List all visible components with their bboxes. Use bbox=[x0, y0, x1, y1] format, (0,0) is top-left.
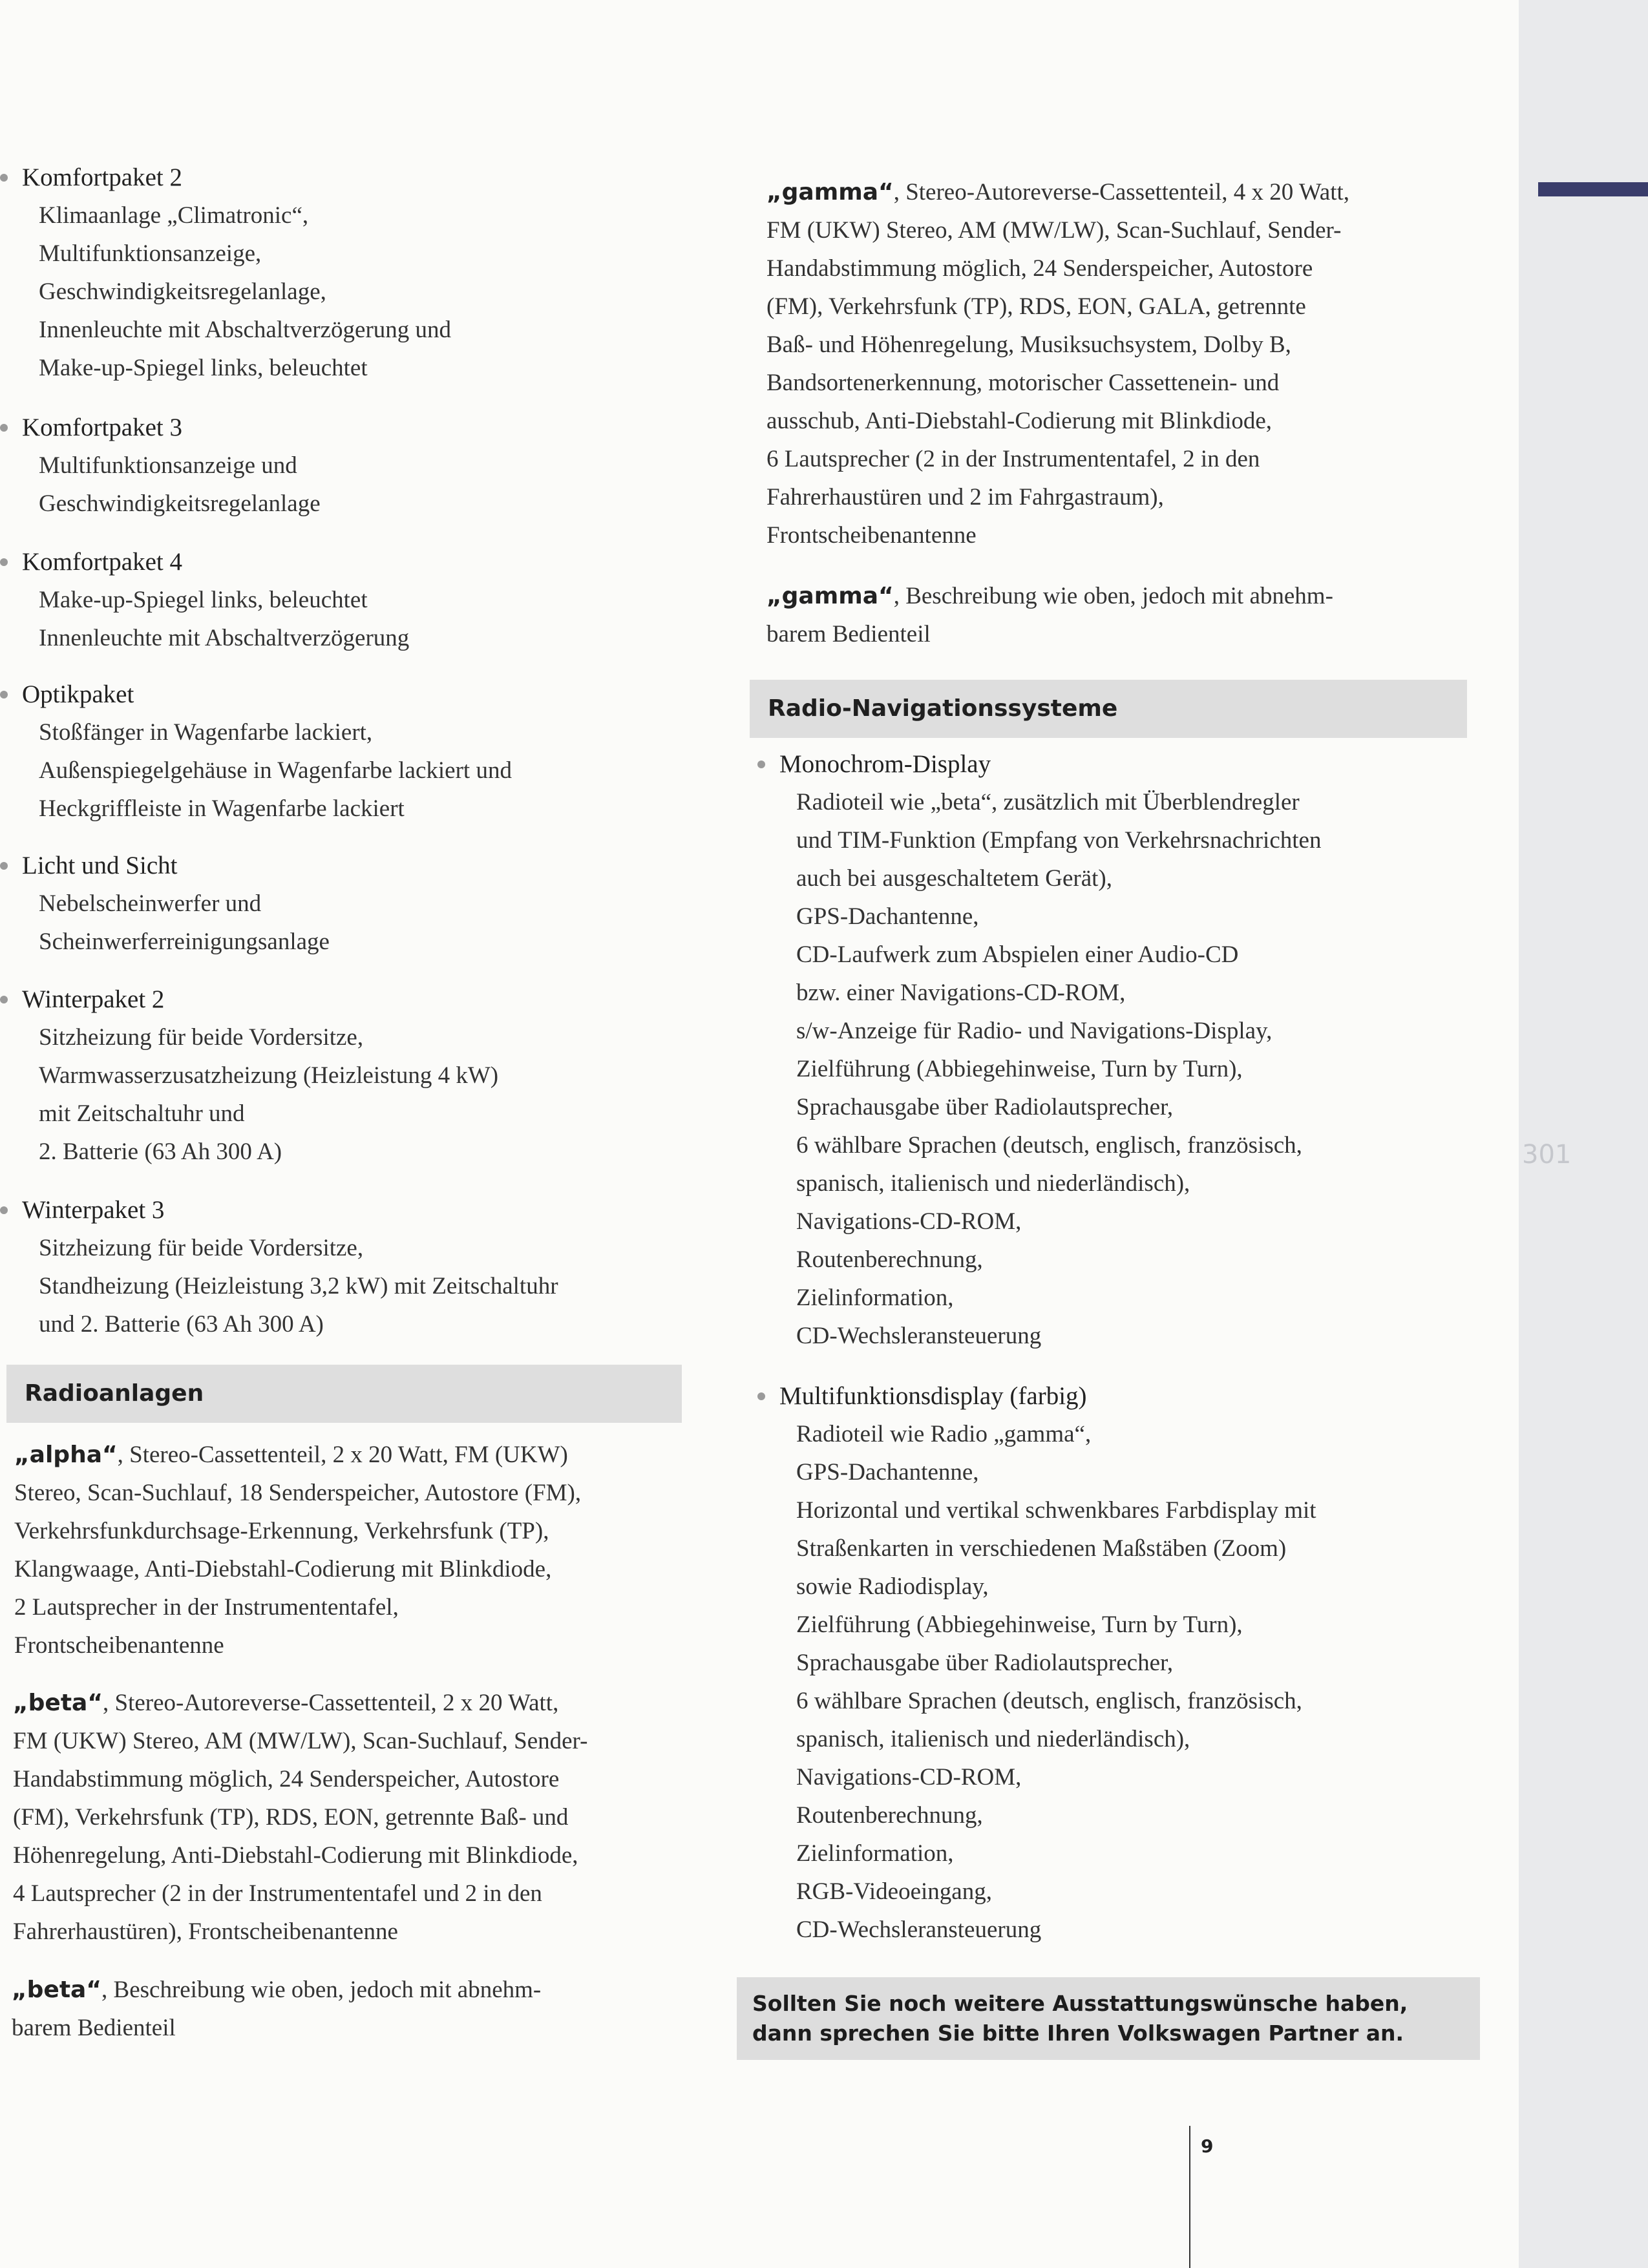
item-line: spanisch, italienisch und niederländisch), bbox=[796, 1726, 1190, 1752]
para-line: FM (UKW) Stereo, AM (MW/LW), Scan-Suchlauf, Sender- bbox=[766, 217, 1342, 244]
note-line: Sollten Sie noch weitere Ausstattungswünsche haben, bbox=[752, 1991, 1408, 2016]
bullet-icon bbox=[0, 558, 8, 566]
item-line: und TIM-Funktion (Empfang von Verkehrsnachrichten bbox=[796, 827, 1322, 854]
item-title: Winterpaket 2 bbox=[22, 985, 165, 1013]
equipment-item bbox=[0, 408, 698, 523]
item-line: Zielführung (Abbiegehinweise, Turn by Turn), bbox=[796, 1056, 1243, 1082]
model-name: „gamma“ bbox=[766, 179, 894, 205]
bullet-icon bbox=[0, 862, 8, 870]
item-line: Geschwindigkeitsregelanlage bbox=[39, 490, 321, 517]
item-line: CD-Wechsleransteuerung bbox=[796, 1323, 1042, 1349]
item-title: Licht und Sicht bbox=[22, 852, 178, 879]
para-line: Fahrerhaustüren), Frontscheibenantenne bbox=[13, 1918, 398, 1945]
item-line: Nebelscheinwerfer und bbox=[39, 890, 262, 917]
item-line: 6 wählbare Sprachen (deutsch, englisch, französisch, bbox=[796, 1132, 1302, 1159]
model-name: „gamma“ bbox=[766, 583, 894, 609]
para-line: Handabstimmung möglich, 24 Senderspeicher, Autostore bbox=[766, 255, 1313, 282]
para-line: Verkehrsfunkdurchsage-Erkennung, Verkehrsfunk (TP), bbox=[14, 1518, 549, 1544]
bullet-icon bbox=[0, 691, 8, 698]
item-line: Scheinwerferreinigungsanlage bbox=[39, 929, 330, 955]
para-line: Bandsortenerkennung, motorischer Cassettenein- und bbox=[766, 370, 1280, 396]
item-line: Warmwasserzusatzheizung (Heizleistung 4 kW) bbox=[39, 1062, 499, 1089]
bullet-icon bbox=[0, 996, 8, 1003]
radio-paragraph bbox=[766, 173, 1435, 554]
model-name: „beta“ bbox=[12, 1977, 102, 2003]
bullet-icon bbox=[757, 761, 765, 768]
radio-paragraph bbox=[13, 1684, 698, 1951]
closing-note bbox=[737, 1977, 1480, 2060]
section-header-navigation: Radio-Navigationssysteme bbox=[750, 680, 1467, 738]
page-number-rule bbox=[1189, 2126, 1190, 2268]
equipment-item bbox=[0, 158, 698, 387]
item-line: Routenberechnung, bbox=[796, 1246, 983, 1273]
radio-paragraph bbox=[12, 1971, 698, 2047]
item-line: RGB-Videoeingang, bbox=[796, 1878, 992, 1905]
item-line: Klimaanlage „Climatronic“, bbox=[39, 202, 309, 229]
item-line: Navigations-CD-ROM, bbox=[796, 1208, 1022, 1235]
item-line: Make-up-Spiegel links, beleuchtet bbox=[39, 355, 368, 381]
equipment-item bbox=[0, 543, 698, 657]
item-line: Make-up-Spiegel links, beleuchtet bbox=[39, 587, 368, 613]
item-line: auch bei ausgeschaltetem Gerät), bbox=[796, 865, 1112, 892]
bullet-icon bbox=[0, 424, 8, 432]
item-line: Standheizung (Heizleistung 3,2 kW) mit Zeitschaltuhr bbox=[39, 1273, 558, 1299]
item-title: Komfortpaket 3 bbox=[22, 414, 183, 441]
para-line: (FM), Verkehrsfunk (TP), RDS, EON, GALA, getrennte bbox=[766, 293, 1306, 320]
equipment-item bbox=[0, 1191, 698, 1343]
radio-paragraph bbox=[14, 1436, 698, 1664]
item-title: Optikpaket bbox=[22, 680, 134, 708]
para-line: Klangwaage, Anti-Diebstahl-Codierung mit Blinkdiode, bbox=[14, 1556, 552, 1582]
para-line: 4 Lautsprecher (2 in der Instrumententafel und 2 in den bbox=[13, 1880, 542, 1907]
item-line: GPS-Dachantenne, bbox=[796, 1459, 979, 1486]
para-line: (FM), Verkehrsfunk (TP), RDS, EON, getrennte Baß- und bbox=[13, 1804, 569, 1831]
equipment-item bbox=[0, 675, 698, 828]
margin-number: 301 bbox=[1522, 1140, 1572, 1170]
item-line: Zielinformation, bbox=[796, 1840, 954, 1867]
item-line: Multifunktionsanzeige und bbox=[39, 452, 297, 479]
radio-paragraph bbox=[766, 577, 1435, 653]
para-line: 2 Lautsprecher in der Instrumententafel, bbox=[14, 1594, 399, 1621]
blue-stripe bbox=[1538, 182, 1648, 196]
item-line: Innenleuchte mit Abschaltverzögerung und bbox=[39, 317, 452, 343]
item-line: Radioteil wie Radio „gamma“, bbox=[796, 1421, 1092, 1447]
item-line: Sitzheizung für beide Vordersitze, bbox=[39, 1024, 364, 1051]
para-line: , Stereo-Cassettenteil, 2 x 20 Watt, FM (UKW) bbox=[117, 1442, 568, 1468]
page-number: 9 bbox=[1201, 2136, 1214, 2157]
item-title: Winterpaket 3 bbox=[22, 1196, 165, 1224]
item-title: Multifunktionsdisplay (farbig) bbox=[779, 1382, 1087, 1410]
item-title: Komfortpaket 2 bbox=[22, 163, 183, 191]
para-line: , Beschreibung wie oben, jedoch mit abnehm- bbox=[101, 1977, 542, 2003]
item-line: Zielinformation, bbox=[796, 1285, 954, 1311]
note-line: dann sprechen Sie bitte Ihren Volkswagen Partner an. bbox=[752, 2021, 1404, 2046]
item-line: sowie Radiodisplay, bbox=[796, 1573, 989, 1600]
section-header-radio: Radioanlagen bbox=[6, 1365, 682, 1423]
model-name: „beta“ bbox=[13, 1690, 103, 1716]
item-line: Routenberechnung, bbox=[796, 1802, 983, 1829]
item-line: mit Zeitschaltuhr und bbox=[39, 1100, 245, 1127]
bullet-icon bbox=[0, 1206, 8, 1214]
item-line: spanisch, italienisch und niederländisch), bbox=[796, 1170, 1190, 1197]
para-line: , Beschreibung wie oben, jedoch mit abnehm- bbox=[893, 583, 1333, 609]
model-name: „alpha“ bbox=[14, 1442, 118, 1468]
para-line: Frontscheibenantenne bbox=[14, 1632, 224, 1659]
item-line: bzw. einer Navigations-CD-ROM, bbox=[796, 980, 1126, 1006]
equipment-item bbox=[0, 846, 698, 961]
item-line: Sprachausgabe über Radiolautsprecher, bbox=[796, 1094, 1174, 1120]
para-line: Frontscheibenantenne bbox=[766, 522, 977, 549]
navigation-item bbox=[757, 1377, 1435, 1949]
para-line: barem Bedienteil bbox=[12, 2015, 176, 2041]
item-line: Innenleuchte mit Abschaltverzögerung bbox=[39, 625, 410, 651]
para-line: Höhenregelung, Anti-Diebstahl-Codierung mit Blinkdiode, bbox=[13, 1842, 578, 1869]
item-line: Radioteil wie „beta“, zusätzlich mit Überblendregler bbox=[796, 789, 1300, 815]
item-line: Außenspiegelgehäuse in Wagenfarbe lackiert und bbox=[39, 757, 512, 784]
item-line: CD-Laufwerk zum Abspielen einer Audio-CD bbox=[796, 941, 1239, 968]
item-line: CD-Wechsleransteuerung bbox=[796, 1916, 1042, 1943]
para-line: 6 Lautsprecher (2 in der Instrumententafel, 2 in den bbox=[766, 446, 1260, 472]
item-line: und 2. Batterie (63 Ah 300 A) bbox=[39, 1311, 324, 1338]
item-line: Zielführung (Abbiegehinweise, Turn by Turn), bbox=[796, 1612, 1243, 1638]
item-line: Stoßfänger in Wagenfarbe lackiert, bbox=[39, 719, 373, 746]
item-line: 2. Batterie (63 Ah 300 A) bbox=[39, 1139, 282, 1165]
bullet-icon bbox=[0, 174, 8, 182]
para-line: barem Bedienteil bbox=[766, 621, 931, 647]
equipment-item bbox=[0, 980, 698, 1171]
item-title: Komfortpaket 4 bbox=[22, 548, 183, 576]
para-line: ausschub, Anti-Diebstahl-Codierung mit Blinkdiode, bbox=[766, 408, 1273, 434]
para-line: , Stereo-Autoreverse-Cassettenteil, 2 x 20 Watt, bbox=[103, 1690, 559, 1716]
para-line: Handabstimmung möglich, 24 Senderspeicher, Autostore bbox=[13, 1766, 560, 1792]
para-line: Baß- und Höhenregelung, Musiksuchsystem, Dolby B, bbox=[766, 331, 1291, 358]
navigation-item bbox=[757, 745, 1435, 1355]
right-page-edge bbox=[1519, 0, 1648, 2268]
para-line: FM (UKW) Stereo, AM (MW/LW), Scan-Suchlauf, Sender- bbox=[13, 1728, 588, 1754]
item-line: Multifunktionsanzeige, bbox=[39, 240, 262, 267]
item-line: Straßenkarten in verschiedenen Maßstäben (Zoom) bbox=[796, 1535, 1287, 1562]
item-line: GPS-Dachantenne, bbox=[796, 903, 979, 930]
bullet-icon bbox=[757, 1392, 765, 1400]
para-line: Fahrerhaustüren und 2 im Fahrgastraum), bbox=[766, 484, 1164, 510]
para-line: , Stereo-Autoreverse-Cassettenteil, 4 x 20 Watt, bbox=[893, 179, 1350, 205]
item-line: Horizontal und vertikal schwenkbares Farbdisplay mit bbox=[796, 1497, 1316, 1524]
item-line: Sitzheizung für beide Vordersitze, bbox=[39, 1235, 364, 1261]
item-line: 6 wählbare Sprachen (deutsch, englisch, französisch, bbox=[796, 1688, 1302, 1714]
item-line: Geschwindigkeitsregelanlage, bbox=[39, 278, 326, 305]
item-line: s/w-Anzeige für Radio- und Navigations-Display, bbox=[796, 1018, 1273, 1044]
para-line: Stereo, Scan-Suchlauf, 18 Senderspeicher, Autostore (FM), bbox=[14, 1480, 582, 1506]
item-line: Navigations-CD-ROM, bbox=[796, 1764, 1022, 1790]
item-title: Monochrom-Display bbox=[779, 750, 991, 778]
item-line: Heckgriffleiste in Wagenfarbe lackiert bbox=[39, 795, 405, 822]
item-line: Sprachausgabe über Radiolautsprecher, bbox=[796, 1650, 1174, 1676]
